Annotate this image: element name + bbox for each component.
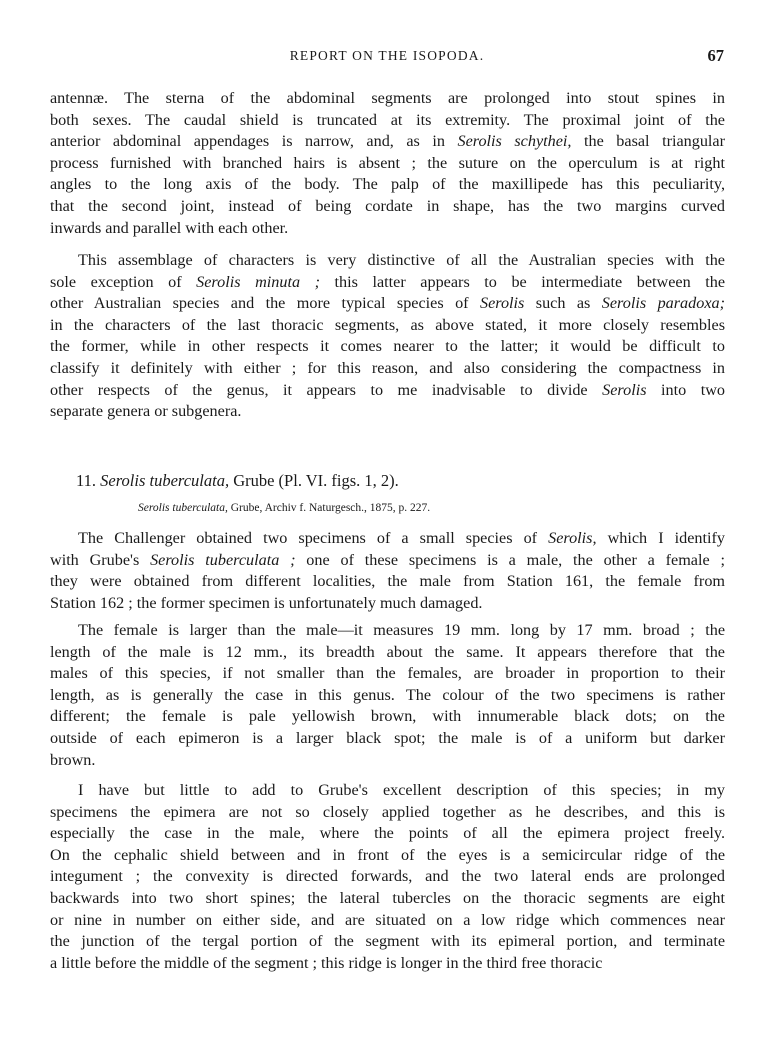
text-line — [50, 642, 725, 664]
text-segment: inwards and parallel with each other. — [50, 218, 289, 237]
text-segment: backwards into two short spines; the lateral tubercles on the thoracic segments are eight — [50, 888, 725, 907]
text-segment: different; the female is pale yellowish brown, with innumerable black dots; on the — [50, 707, 725, 726]
text-line — [50, 336, 725, 358]
text-line — [50, 550, 725, 572]
italic-text: Serolis minuta ; — [196, 272, 320, 291]
text-line — [50, 196, 725, 218]
section-number: 11. — [76, 471, 97, 490]
italic-text: Serolis tuberculata ; — [150, 550, 296, 569]
text-segment: into two — [646, 380, 725, 399]
text-segment: both sexes. The caudal shield is truncated at its extremity. The proximal joint of the — [50, 110, 725, 129]
text-segment: especially the case in the male, where the points of all the epimera project freely. — [50, 824, 725, 843]
text-segment: one of these specimens is a male, the other a female ; — [295, 550, 725, 569]
text-segment: other respects of the genus, it appears to me inadvisable to divide — [50, 380, 603, 399]
paragraph — [50, 620, 725, 771]
text-segment: males of this species, if not smaller than the females, are broader in proportion to their — [50, 664, 725, 683]
text-line — [50, 780, 725, 802]
text-segment: specimens the epimera are not so closely applied together as he describes, and this is — [50, 802, 725, 821]
text-segment: classify it definitely with either ; for this reason, and also considering the compactness in — [50, 358, 725, 377]
paragraph — [50, 88, 725, 239]
page-number: 67 — [707, 46, 724, 65]
text-line — [50, 250, 725, 272]
text-line — [50, 153, 725, 175]
text-line — [50, 620, 725, 642]
text-line — [50, 706, 725, 728]
text-line — [50, 315, 725, 337]
section-species-name: Serolis tuberculata, — [100, 471, 230, 490]
text-segment: The female is larger than the male—it measures 19 mm. long by 17 mm. broad ; the — [78, 621, 725, 639]
text-line — [50, 218, 725, 240]
text-line — [50, 910, 725, 932]
running-title: REPORT ON THE ISOPODA. — [289, 48, 485, 63]
text-line — [50, 293, 725, 315]
bibliographic-citation — [138, 502, 430, 514]
text-segment: outside of each epimeron is a larger black spot; the male is of a uniform but darker — [50, 728, 725, 747]
text-segment: which I identify — [596, 529, 725, 547]
text-line — [50, 110, 725, 132]
citation-reference: Grube, Archiv f. Naturgesch., 1875, p. 227. — [227, 502, 431, 514]
text-line — [50, 888, 725, 910]
italic-text: Serolis — [479, 294, 525, 313]
text-segment: other Australian species and the more typical species of — [50, 294, 480, 313]
text-line — [50, 750, 725, 772]
text-segment: in the characters of the last thoracic segments, as above stated, it more closely resembles — [50, 315, 725, 334]
text-segment: separate genera or subgenera. — [50, 402, 242, 421]
text-line — [50, 401, 725, 423]
citation-species-name: Serolis tuberculata, — [138, 502, 228, 514]
text-line — [50, 685, 725, 707]
text-segment: the former, while in other respects it comes nearer to the latter; it would be difficult to — [50, 337, 725, 356]
text-segment: process furnished with branched hairs is absent ; the suture on the operculum is at right — [50, 153, 725, 172]
text-line — [50, 953, 725, 975]
text-segment: such as — [524, 294, 602, 313]
text-segment: anterior abdominal appendages is narrow, and, as in — [50, 132, 458, 151]
italic-text: Serolis — [602, 380, 647, 399]
text-line — [50, 845, 725, 867]
text-line — [50, 728, 725, 750]
text-segment: I have but little to add to Grube's excellent description of this species; in my — [78, 781, 725, 799]
text-segment: the basal triangular — [571, 132, 725, 151]
text-line — [50, 571, 725, 593]
text-segment: Station 162 ; the former specimen is unfortunately much damaged. — [50, 593, 483, 612]
text-line — [50, 528, 725, 550]
text-line — [50, 88, 725, 110]
text-segment: this latter appears to be intermediate between the — [320, 272, 725, 291]
text-segment: the junction of the tergal portion of the segment with its epimeral portion, and terminate — [50, 932, 725, 951]
text-line — [50, 866, 725, 888]
text-segment: angles to the long axis of the body. The palp of the maxillipede has this peculiarity, — [50, 175, 725, 194]
text-line — [50, 663, 725, 685]
section-heading-rest: Grube (Pl. VI. figs. 1, 2). — [229, 471, 399, 490]
text-segment: with Grube's — [50, 550, 151, 569]
text-segment: a little before the middle of the segment ; this ridge is longer in the third free thoracic — [50, 953, 603, 972]
text-line — [50, 380, 725, 402]
page-header — [50, 48, 724, 70]
paragraph — [50, 250, 725, 423]
text-segment: This assemblage of characters is very distinctive of all the Australian species with the — [78, 251, 725, 269]
text-segment: integument ; the convexity is directed forwards, and the two lateral ends are prolonged — [50, 867, 725, 886]
section-heading — [76, 471, 399, 491]
text-line — [50, 931, 725, 953]
text-line — [50, 593, 725, 615]
text-line — [50, 174, 725, 196]
italic-text: Serolis, — [548, 529, 597, 547]
text-segment: length of the male is 12 mm., its breadth about the same. It appears therefore that the — [50, 642, 725, 661]
text-line — [50, 823, 725, 845]
text-line — [50, 802, 725, 824]
italic-text: Serolis schythei, — [457, 132, 572, 151]
paragraph — [50, 780, 725, 974]
text-segment: they were obtained from different localities, the male from Station 161, the female from — [50, 572, 725, 591]
text-segment: or nine in number on either side, and are situated on a low ridge which commences near — [50, 910, 725, 929]
text-segment: antennæ. The sterna of the abdominal segments are prolonged into stout spines in — [50, 89, 725, 107]
text-segment: that the second joint, instead of being cordate in shape, has the two margins curved — [50, 196, 725, 215]
text-line — [50, 131, 725, 153]
paragraph — [50, 528, 725, 614]
text-segment: brown. — [50, 750, 96, 769]
text-segment: sole exception of — [50, 272, 197, 291]
italic-text: Serolis paradoxa; — [601, 294, 725, 313]
text-segment: The Challenger obtained two specimens of a small species of — [78, 529, 549, 547]
text-line — [50, 358, 725, 380]
text-segment: On the cephalic shield between and in front of the eyes is a semicircular ridge of the — [50, 845, 725, 864]
text-segment: length, as is generally the case in this genus. The colour of the two specimens is rather — [50, 685, 725, 704]
text-line — [50, 272, 725, 294]
